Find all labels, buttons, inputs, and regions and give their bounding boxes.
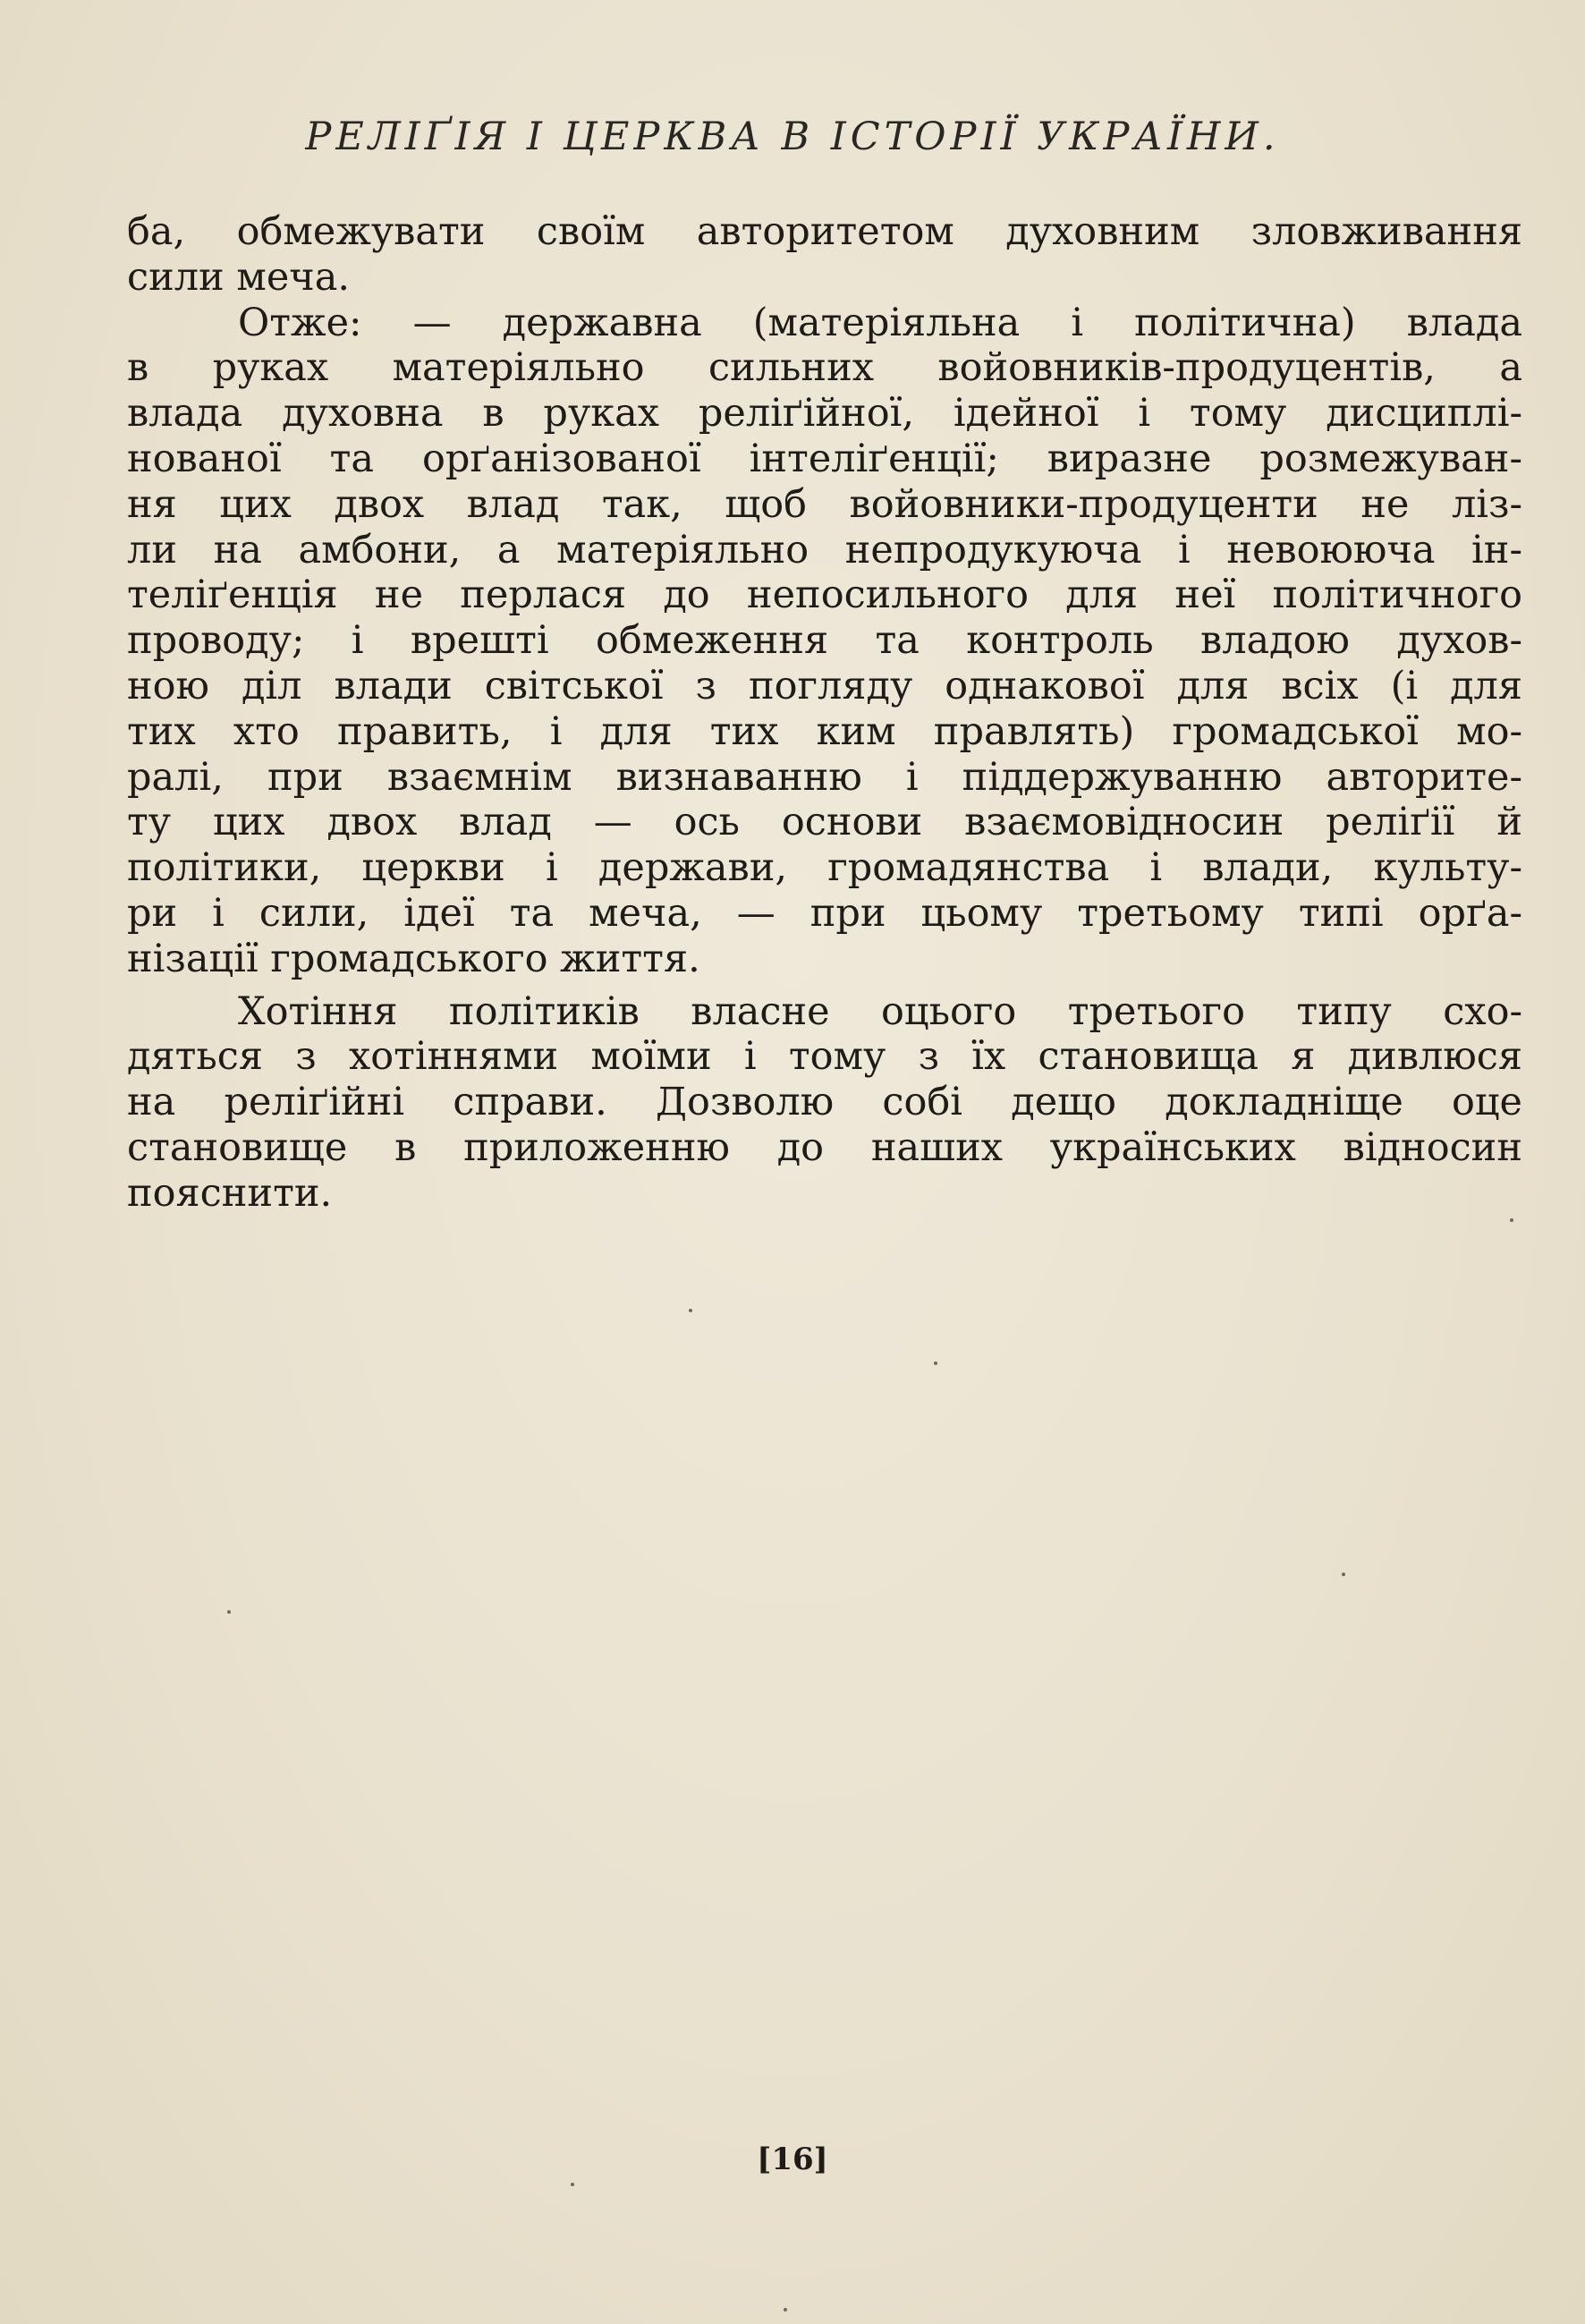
paragraph-gap [127, 982, 1522, 989]
text-line: ри і сили, ідеї та меча, — при цьому третьому типі орґа- [127, 890, 1522, 936]
text-line: ралі, при взаємнім визнаванню і піддержуванню авторите- [127, 754, 1522, 800]
text-line: Отже: — державна (матеріяльна і політична) влада [238, 300, 1522, 345]
text-line: дяться з хотіннями моїми і тому з їх становища я дивлюся [127, 1034, 1522, 1080]
text-line: пояснити. [127, 1170, 333, 1216]
paragraph-2 [127, 301, 1522, 982]
text-line: становище в приложенню до наших українських відносин [127, 1124, 1522, 1170]
text-line: ба, обмежувати своїм авторитетом духовним зловживання [127, 209, 1522, 254]
paragraph-3 [127, 989, 1522, 1217]
paper-speck [571, 2183, 574, 2186]
text-line: на реліґійні справи. Дозволю собі дещо докладніще оце [127, 1080, 1522, 1125]
text-line: тих хто править, і для тих ким правлять) громадської мо- [127, 708, 1522, 754]
text-line: політики, церкви і держави, громадянства і влади, культу- [127, 845, 1522, 891]
text-line: ли на амбони, а матеріяльно непродукуюча і невоююча ін- [127, 527, 1522, 573]
paragraph-1 [127, 209, 1522, 301]
text-line: ня цих двох влад так, щоб войовники-продуценти не ліз- [127, 481, 1522, 527]
text-line: влада духовна в руках реліґійної, ідейної і тому дисциплі- [127, 391, 1522, 437]
text-line: теліґенція не перлася до непосильного для неї політичного [127, 573, 1522, 618]
text-line: проводу; і врешті обмеження та контроль владою духов- [127, 618, 1522, 664]
paper-speck [784, 2308, 787, 2311]
paper-speck [227, 1610, 231, 1614]
paper-speck [689, 1309, 692, 1312]
text-line: сили меча. [127, 254, 351, 300]
text-line: Хотіння політиків власне оцього третього типу схо- [238, 988, 1522, 1034]
paper-speck [1342, 1573, 1345, 1576]
body-text [127, 209, 1522, 1217]
text-line: в руках матеріяльно сильних войовників-продуцентів, а [127, 345, 1522, 391]
page-number: [16] [757, 2142, 828, 2177]
text-line: нізації громадського життя. [127, 936, 700, 981]
running-title: РЕЛІҐІЯ І ЦЕРКВА В ІСТОРІЇ УКРАЇНИ. [305, 115, 1280, 159]
text-line: ту цих двох влад — ось основи взаємовідносин реліґії й [127, 800, 1522, 845]
paper-speck [1510, 1218, 1513, 1222]
text-line: ною діл влади світської з погляду однакової для всіх (і для [127, 663, 1522, 708]
paper-speck [934, 1361, 937, 1365]
text-line: нованої та орґанізованої інтеліґенції; виразне розмежуван- [127, 436, 1522, 481]
